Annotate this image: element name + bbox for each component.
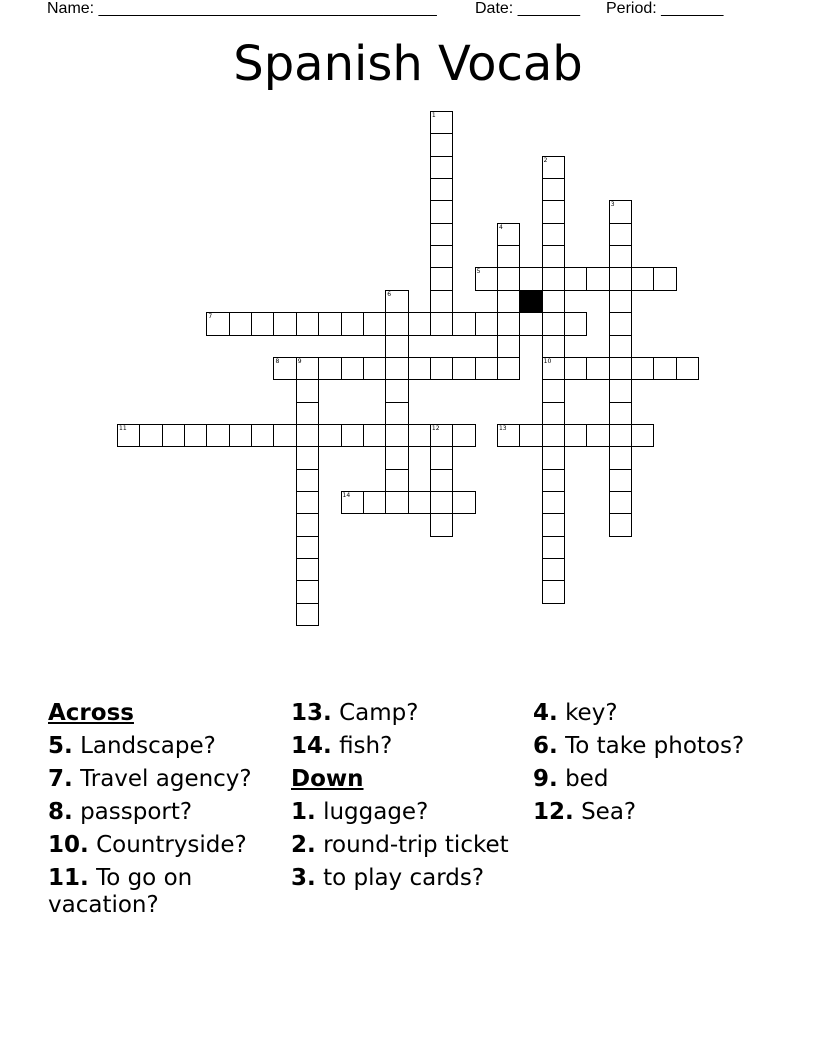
crossword-cell[interactable]: [363, 491, 386, 514]
crossword-cell[interactable]: [609, 379, 632, 402]
clue-number: 4: [498, 223, 503, 231]
clue-number-label: 13.: [291, 700, 332, 726]
clue-number: 8: [275, 357, 280, 365]
crossword-cell[interactable]: [497, 267, 520, 290]
crossword-cell[interactable]: [430, 156, 453, 179]
crossword-cell[interactable]: [452, 357, 475, 380]
crossword-cell[interactable]: [363, 312, 386, 335]
crossword-cell[interactable]: [229, 312, 252, 335]
clue-item: [533, 733, 763, 760]
crossword-cell[interactable]: [385, 379, 408, 402]
crossword-cell[interactable]: [609, 469, 632, 492]
clue-item: [291, 733, 511, 760]
crossword-cell[interactable]: [542, 267, 565, 290]
crossword-cell[interactable]: [609, 290, 632, 313]
clue-item: [291, 865, 511, 892]
crossword-cell[interactable]: [162, 424, 185, 447]
crossword-cell[interactable]: [430, 491, 453, 514]
crossword-cell[interactable]: [206, 312, 229, 335]
crossword-cell[interactable]: [609, 446, 632, 469]
clue-item: [48, 832, 278, 859]
crossword-cell[interactable]: [296, 513, 319, 536]
clue-text: Travel agency?: [80, 766, 252, 792]
clue-section-heading: Down: [291, 766, 364, 792]
crossword-cell[interactable]: [609, 223, 632, 246]
crossword-cell[interactable]: [385, 357, 408, 380]
clue-text: Countryside?: [96, 832, 247, 858]
clue-number-label: 14.: [291, 733, 332, 759]
clue-number-label: 2.: [291, 832, 316, 858]
crossword-cell[interactable]: [206, 424, 229, 447]
crossword-cell[interactable]: [497, 245, 520, 268]
clue-text: To go on vacation?: [48, 865, 193, 918]
crossword-cell[interactable]: [430, 267, 453, 290]
clue-column-3: [533, 700, 763, 832]
clue-number-label: 10.: [48, 832, 89, 858]
crossword-cell[interactable]: [609, 402, 632, 425]
crossword-cell[interactable]: [430, 290, 453, 313]
crossword-cell[interactable]: [542, 379, 565, 402]
crossword-cell[interactable]: [542, 513, 565, 536]
crossword-cell[interactable]: [542, 580, 565, 603]
clue-number: 5: [476, 268, 481, 276]
crossword-cell[interactable]: [653, 357, 676, 380]
crossword-cell[interactable]: [497, 290, 520, 313]
clue-item: [533, 799, 763, 826]
clue-text: Camp?: [339, 700, 419, 726]
crossword-cell[interactable]: [430, 245, 453, 268]
crossword-cell[interactable]: [296, 469, 319, 492]
crossword-cell[interactable]: [229, 424, 252, 447]
crossword-cell[interactable]: [296, 558, 319, 581]
crossword-cell[interactable]: [385, 491, 408, 514]
crossword-cell[interactable]: [452, 312, 475, 335]
crossword-cell[interactable]: [586, 357, 609, 380]
crossword-cell[interactable]: [385, 402, 408, 425]
clue-text: to play cards?: [323, 865, 485, 891]
crossword-cell[interactable]: [542, 357, 565, 380]
crossword-cell[interactable]: [609, 357, 632, 380]
crossword-cell[interactable]: [430, 178, 453, 201]
crossword-cell[interactable]: [408, 424, 431, 447]
crossword-cell[interactable]: [586, 267, 609, 290]
clue-number-label: 8.: [48, 799, 73, 825]
crossword-cell[interactable]: [408, 357, 431, 380]
crossword-cell[interactable]: [139, 424, 162, 447]
crossword-cell[interactable]: [542, 536, 565, 559]
clue-number-label: 3.: [291, 865, 316, 891]
clue-text: round-trip ticket: [323, 832, 509, 858]
crossword-cell[interactable]: [542, 491, 565, 514]
crossword-cell[interactable]: [341, 424, 364, 447]
crossword-cell[interactable]: [497, 335, 520, 358]
crossword-cell[interactable]: [609, 513, 632, 536]
crossword-cell[interactable]: [519, 312, 542, 335]
clue-number: 3: [610, 201, 615, 209]
page-title: Spanish Vocab: [233, 36, 583, 92]
crossword-cell[interactable]: [676, 357, 699, 380]
clue-number: 13: [498, 424, 507, 432]
crossword-cell[interactable]: [609, 200, 632, 223]
clue-number-label: 9.: [533, 766, 558, 792]
crossword-cell[interactable]: [296, 603, 319, 626]
crossword-cell[interactable]: [318, 357, 341, 380]
crossword-cell[interactable]: [609, 424, 632, 447]
crossword-cell[interactable]: [430, 312, 453, 335]
crossword-cell[interactable]: [564, 267, 587, 290]
clue-number-label: 4.: [533, 700, 558, 726]
crossword-cell[interactable]: [497, 357, 520, 380]
crossword-cell[interactable]: [385, 469, 408, 492]
clue-section-heading: Across: [48, 700, 134, 726]
clue-text: Landscape?: [80, 733, 216, 759]
black-square: [519, 290, 542, 313]
crossword-cell[interactable]: [318, 312, 341, 335]
clue-number: 10: [543, 357, 552, 365]
crossword-cell[interactable]: [631, 424, 654, 447]
clue-number: 6: [387, 290, 392, 298]
crossword-cell[interactable]: [542, 312, 565, 335]
crossword-cell[interactable]: [385, 335, 408, 358]
crossword-cell[interactable]: [519, 267, 542, 290]
clue-item: [48, 865, 278, 919]
crossword-cell[interactable]: [385, 312, 408, 335]
crossword-cell[interactable]: [385, 290, 408, 313]
crossword-cell[interactable]: [475, 267, 498, 290]
crossword-cell[interactable]: [273, 357, 296, 380]
crossword-cell[interactable]: [609, 267, 632, 290]
crossword-cell[interactable]: [296, 402, 319, 425]
crossword-cell[interactable]: [542, 223, 565, 246]
crossword-cell[interactable]: [452, 424, 475, 447]
clue-text: passport?: [80, 799, 193, 825]
crossword-cell[interactable]: [430, 223, 453, 246]
clue-column-2: [291, 700, 511, 898]
crossword-cell[interactable]: [542, 245, 565, 268]
crossword-cell[interactable]: [497, 223, 520, 246]
crossword-cell[interactable]: [318, 424, 341, 447]
crossword-cell[interactable]: [296, 446, 319, 469]
clue-number-label: 11.: [48, 865, 89, 891]
crossword-cell[interactable]: [296, 379, 319, 402]
clue-text: Sea?: [581, 799, 637, 825]
crossword-cell[interactable]: [542, 335, 565, 358]
crossword-cell[interactable]: [251, 424, 274, 447]
crossword-cell[interactable]: [430, 111, 453, 134]
crossword-cell[interactable]: [363, 424, 386, 447]
period-field[interactable]: Period: _______: [606, 0, 724, 17]
clue-item: [291, 700, 511, 727]
crossword-cell[interactable]: [341, 491, 364, 514]
crossword-cell[interactable]: [296, 357, 319, 380]
crossword-cell[interactable]: [385, 424, 408, 447]
crossword-cell[interactable]: [542, 424, 565, 447]
clue-number-label: 12.: [533, 799, 574, 825]
crossword-cell[interactable]: [408, 312, 431, 335]
clue-number: 14: [342, 491, 351, 499]
crossword-cell[interactable]: [564, 357, 587, 380]
name-field[interactable]: Name: ______________________________________: [47, 0, 437, 17]
crossword-cell[interactable]: [542, 402, 565, 425]
crossword-cell[interactable]: [542, 469, 565, 492]
clue-text: luggage?: [323, 799, 429, 825]
clue-number: 12: [431, 424, 440, 432]
clue-text: key?: [565, 700, 618, 726]
crossword-cell[interactable]: [542, 446, 565, 469]
crossword-cell[interactable]: [542, 558, 565, 581]
clue-number: 1: [431, 112, 436, 119]
clue-item: [291, 799, 511, 826]
clue-number: 7: [208, 313, 213, 321]
crossword-cell[interactable]: [631, 267, 654, 290]
crossword-cell[interactable]: [251, 312, 274, 335]
clue-number: 11: [119, 424, 127, 432]
crossword-cell[interactable]: [497, 424, 520, 447]
crossword-cell[interactable]: [475, 312, 498, 335]
clue-number: 2: [543, 156, 548, 164]
crossword-cell[interactable]: [609, 312, 632, 335]
crossword-cell[interactable]: [475, 357, 498, 380]
crossword-cell[interactable]: [184, 424, 207, 447]
crossword-cell[interactable]: [117, 424, 140, 447]
crossword-cell[interactable]: [430, 469, 453, 492]
crossword-cell[interactable]: [564, 424, 587, 447]
crossword-cell[interactable]: [296, 424, 319, 447]
crossword-cell[interactable]: [519, 424, 542, 447]
crossword-cell[interactable]: [430, 133, 453, 156]
clue-number-label: 7.: [48, 766, 73, 792]
clue-number-label: 6.: [533, 733, 558, 759]
crossword-cell[interactable]: [296, 580, 319, 603]
crossword-cell[interactable]: [273, 424, 296, 447]
crossword-cell[interactable]: [363, 357, 386, 380]
crossword-cell[interactable]: [542, 290, 565, 313]
crossword-cell[interactable]: [542, 156, 565, 179]
clue-item: [533, 700, 763, 727]
date-field[interactable]: Date: _______: [475, 0, 580, 17]
clue-item: [48, 766, 278, 793]
crossword-cell[interactable]: [430, 513, 453, 536]
crossword-cell[interactable]: [609, 335, 632, 358]
crossword-cell[interactable]: [609, 491, 632, 514]
crossword-cell[interactable]: [296, 312, 319, 335]
clue-text: fish?: [339, 733, 393, 759]
crossword-cell[interactable]: [542, 200, 565, 223]
crossword-cell[interactable]: [452, 491, 475, 514]
clue-text: To take photos?: [565, 733, 745, 759]
crossword-cell[interactable]: [296, 536, 319, 559]
clue-number: 9: [297, 357, 302, 365]
clue-number-label: 5.: [48, 733, 73, 759]
crossword-cell[interactable]: [341, 357, 364, 380]
clue-text: bed: [565, 766, 609, 792]
crossword-cell[interactable]: [430, 357, 453, 380]
crossword-cell[interactable]: [408, 491, 431, 514]
crossword-cell[interactable]: [564, 312, 587, 335]
crossword-cell[interactable]: [273, 312, 296, 335]
clue-item: [48, 799, 278, 826]
crossword-cell[interactable]: [631, 357, 654, 380]
crossword-cell[interactable]: [430, 424, 453, 447]
crossword-cell[interactable]: [430, 446, 453, 469]
crossword-cell[interactable]: [385, 446, 408, 469]
crossword-cell[interactable]: [586, 424, 609, 447]
clue-item: [533, 766, 763, 793]
crossword-cell[interactable]: [609, 245, 632, 268]
clue-number-label: 1.: [291, 799, 316, 825]
crossword-cell[interactable]: [341, 312, 364, 335]
clue-item: [291, 832, 511, 859]
crossword-cell[interactable]: [542, 178, 565, 201]
crossword-cell[interactable]: [296, 491, 319, 514]
clue-column-1: [48, 700, 278, 925]
crossword-cell[interactable]: [430, 200, 453, 223]
crossword-cell[interactable]: [653, 267, 676, 290]
clue-item: [48, 733, 278, 760]
crossword-cell[interactable]: [497, 312, 520, 335]
